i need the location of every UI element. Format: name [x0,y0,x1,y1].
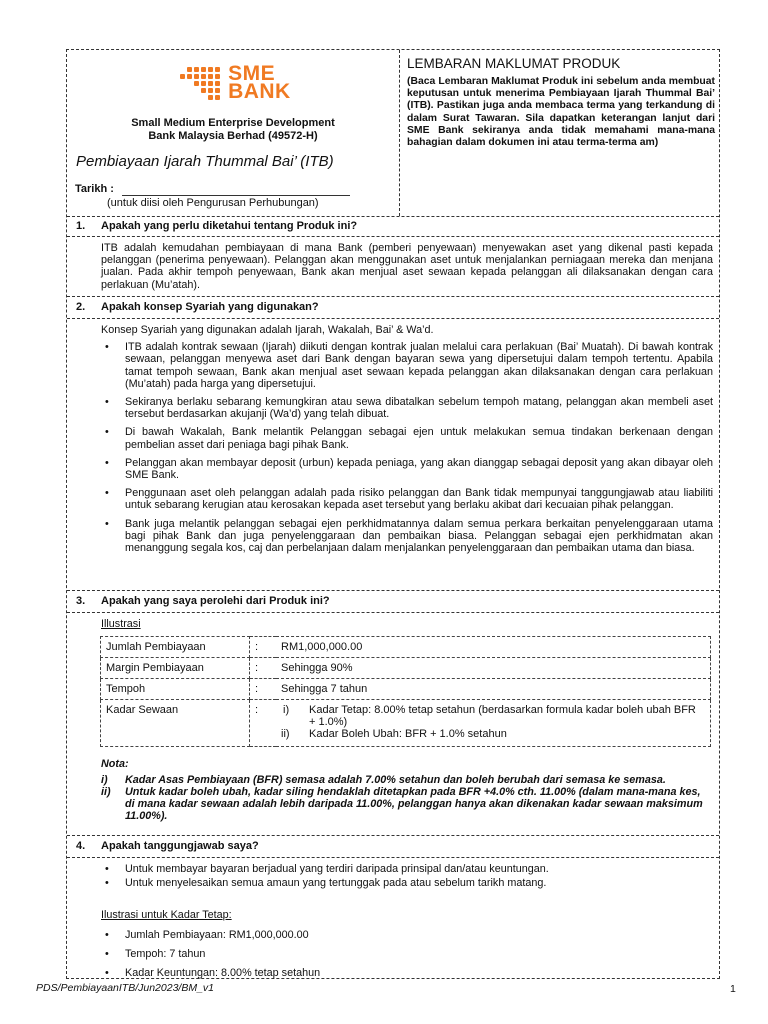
header-block [67,50,719,217]
section-3-title: 3. Apakah yang saya perolehi dari Produk ini? [76,595,330,607]
document-frame [66,49,720,979]
header-right [407,56,715,149]
date-note: (untuk diisi oleh Pengurusan Perhubungan) [107,197,319,209]
fixed-rate-illustration-label: Ilustrasi untuk Kadar Tetap: [101,909,232,922]
section-3-header [67,590,719,613]
table-row [101,679,711,700]
illustration-label: Illustrasi [101,618,141,630]
list-item: • Sekiranya berlaku sebarang kemungkiran atau sewa dibatalkan sebelum tempoh matang, pelanggan akan membeli aset tersebut berdasarkan akujanji (Wa’d) yang telah dibuat. [101,396,713,420]
row-value: Sehingga 7 tahun [276,679,711,700]
list-item: • Jumlah Pembiayaan: RM1,000,000.00 [101,929,713,941]
section-1-body [67,236,719,297]
row-label: Jumlah Pembiayaan [101,637,250,658]
row-sep: : [250,679,277,700]
row-sep: : [250,658,277,679]
nota-block [101,758,713,822]
section-4-header [67,835,719,858]
row-label: Kadar Sewaan [101,700,250,747]
list-item: • Penggunaan aset oleh pelanggan adalah pada risiko pelanggan dan Bank tidak mempunyai tanggungjawab atau liabiliti untuk sebarang kerugian atau kerosakan kepada aset tersebut yang berlaku akibat dari kecuaian pihak pelanggan. [101,487,713,511]
list-item: • Tempoh: 7 tahun [101,948,713,960]
table-row [101,658,711,679]
sme-bank-logo [179,62,291,105]
section-1-text: ITB adalah kemudahan pembiayaan di mana Bank (pemberi penyewaan) menyewakan aset yang dikenal pasti kepada pelanggan (penerima penyewaan). Pelanggan akan menggunakan aset untuk menjalankan perniagaan mereka dan menjana jualan. Pada akhir tempoh penyewaan, Bank akan menjual aset sewaan kepada pelanggan ali dilaksanakan dengan cara perlakuan (Mu’atah). [101,242,713,291]
nota-item: ii) Untuk kadar boleh ubah, kadar siling hendaklah ditetapkan pada BFR +4.0% cth. 11.00% (dalam mana-mana kes, di mana kadar sewaan adalah lebih daripada 11.00%, pelanggan hanya akan dikenakan kadar sewaan maksimum 11.00%). [101,786,703,822]
list-item: • ITB adalah kontrak sewaan (Ijarah) diikuti dengan kontrak jualan melalui cara perlakuan (Bai’ Muatah). Di bawah kontrak sewaan, pelanggan menyewa aset dari Bank dengan bayaran sewa yang dipersetujui dalam tempoh tertentu. Apabila tamat tempoh sewaan, Bank akan menjual aset sewaan kepada pelanggan akan dilaksanakan dengan cara perlakuan (Mu’atah) pada harga yang dipersetujui. [101,341,713,390]
section-4-title: 4. Apakah tanggungjawab saya? [76,840,259,852]
org-name-line1: Small Medium Enterprise Development [131,117,335,129]
row-value: RM1,000,000.00 [276,637,711,658]
list-item: • Kadar Keuntungan: 8.00% tetap setahun [101,967,713,979]
section-4-bullets [101,863,713,889]
header-left [67,50,400,216]
row-label: Margin Pembiayaan [101,658,250,679]
row-value: Sehingga 90% [276,658,711,679]
section-2-header [67,296,719,319]
org-name-line2: Bank Malaysia Berhad (49572-H) [148,130,318,142]
section-4-content [101,863,713,979]
section-2-content [101,324,713,560]
logo-wordmark: SME BANK [228,62,291,103]
fixed-rate-illustration-list [101,929,713,980]
kadar-option: ii) Kadar Boleh Ubah: BFR + 1.0% setahun [281,728,507,740]
table-row [101,637,711,658]
section-1-title: 1. Apakah yang perlu diketahui tentang Produk ini? [76,220,358,232]
section-2-bullets [101,341,713,554]
row-sep: : [250,637,277,658]
row-label: Tempoh [101,679,250,700]
kadar-option: i) Kadar Tetap: 8.00% tetap setahun (berdasarkan formula kadar boleh ubah BFR + 1.0%) [283,704,696,728]
date-field-line[interactable] [122,195,350,196]
date-label: Tarikh : [75,183,114,195]
list-item: • Untuk membayar bayaran berjadual yang terdiri daripada prinsipal dan/atau keuntungan. [101,863,713,875]
product-name: Pembiayaan Ijarah Thummal Bai’ (ITB) [76,153,334,170]
section-2-intro: Konsep Syariah yang digunakan adalah Ijarah, Wakalah, Bai’ & Wa’d. [101,324,434,336]
section-2-title: 2. Apakah konsep Syariah yang digunakan? [76,301,319,313]
nota-item: i) Kadar Asas Pembiayaan (BFR) semasa adalah 7.00% setahun dan boleh berubah dari semasa ke semasa. [101,774,666,786]
footer-doc-code: PDS/PembiayaanITB/Jun2023/BM_v1 [36,982,215,994]
section-1-header [67,216,719,237]
row-value [276,700,711,747]
row-sep: : [250,700,277,747]
page-number: 1 [730,983,736,995]
list-item: • Di bawah Wakalah, Bank melantik Pelanggan sebagai ejen untuk melakukan semua tindakan berkenaan dengan pembelian asset dari peniaga bagi pihak Bank. [101,426,713,450]
list-item: • Bank juga melantik pelanggan sebagai ejen perkhidmatannya dalam semua perkara berkaitan penyelenggaraan utama bagi pihak Bank dan juga penyelenggaraan dan pembaikan biasa. Pelanggan sebagai ejen perkhidmatan akan menanggung segala kos, caj dan perbelanjaan dalam menjalankan penyelenggaraan dan pembaikan utama dan biasa. [101,518,713,555]
section-2-body [67,318,719,591]
doc-intro: (Baca Lembaran Maklumat Produk ini sebelum anda membuat keputusan untuk menerima Pembiayaan Ijarah Thummal Bai’ (ITB). Pastikan juga anda membaca terma yang terkandung di dalam Surat Tawaran. Sila dapatkan keterangan lanjut dari SME Bank sekiranya anda tidak memahami mana-mana bahagian dalam dokumen ini atau terma-terma am) [407,76,715,149]
logo-dots-icon [179,65,221,105]
section-3-body [67,612,719,836]
section-4-body [67,857,719,978]
table-row [101,700,711,747]
nota-label: Nota: [101,758,129,770]
doc-title: LEMBARAN MAKLUMAT PRODUK [407,56,621,71]
list-item: • Untuk menyelesaikan semua amaun yang tertunggak pada atau sebelum tarikh matang. [101,877,713,889]
list-item: • Pelanggan akan membayar deposit (urbun) kepada peniaga, yang akan dianggap sebagai deposit yang akan dibayar oleh SME Bank. [101,457,713,481]
illustration-table [100,636,711,747]
